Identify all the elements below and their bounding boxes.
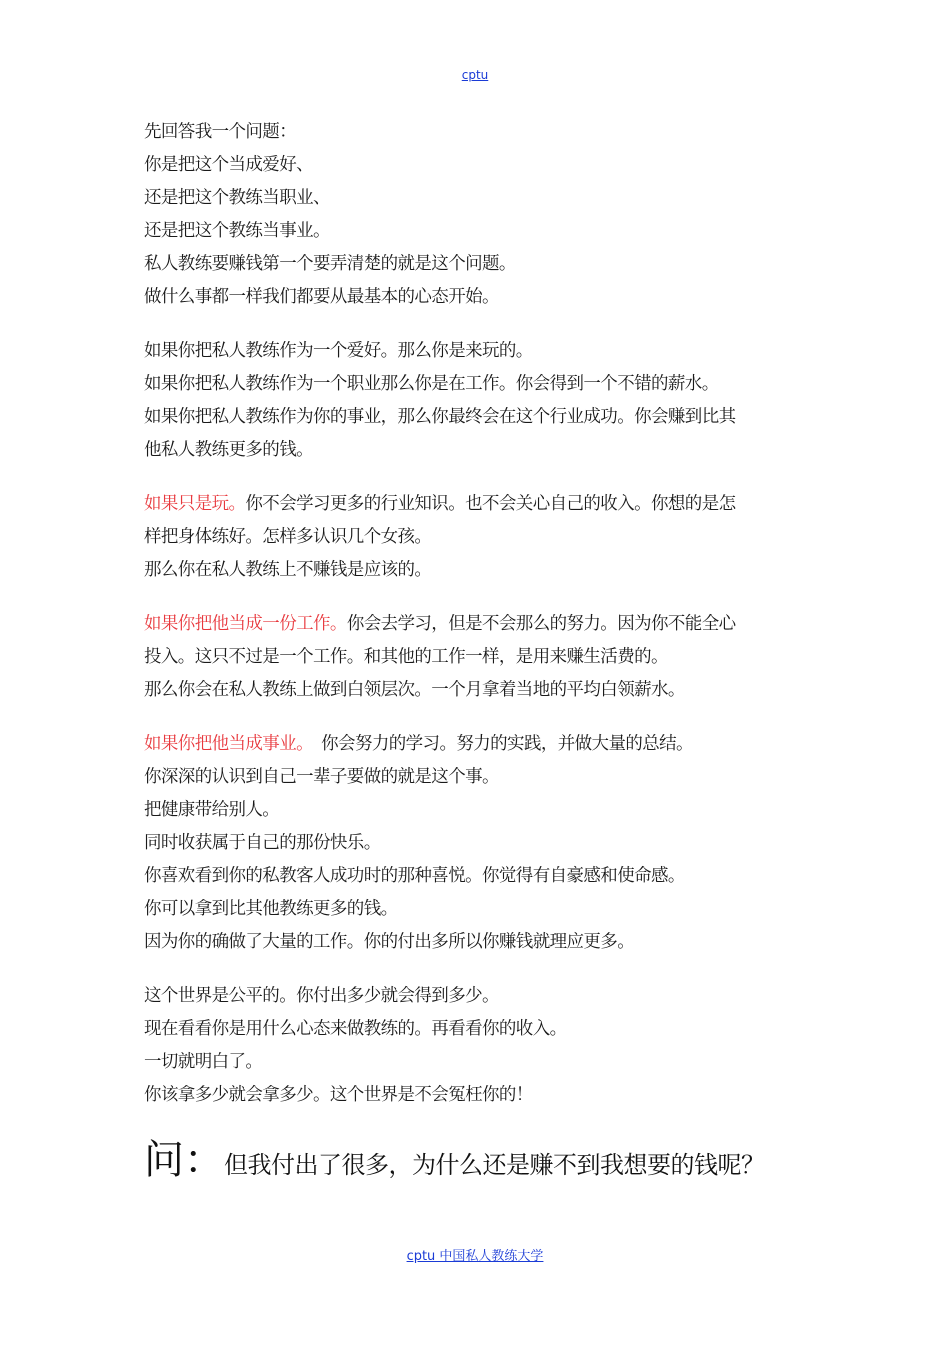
highlight-lead: 如果你把他当成事业。 (144, 734, 305, 754)
text-line: 样把身体练好。怎样多认识几个女孩。 (144, 527, 432, 547)
article-body (144, 116, 824, 1133)
paragraph-job (144, 608, 824, 707)
text-line: 私人教练要赚钱第一个要弄清楚的就是这个问题。 (144, 254, 516, 274)
text-line: 如果你把私人教练作为你的事业，那么你最终会在这个行业成功。你会赚到比其 (144, 407, 736, 427)
text-line: 你该拿多少就会拿多少。这个世界是不会冤枉你的！ (144, 1085, 533, 1105)
question-heading (144, 1128, 765, 1185)
text-line: 他私人教练更多的钱。 (144, 440, 313, 460)
paragraph-three-options (144, 335, 824, 467)
question-prefix: 问： (144, 1137, 224, 1183)
text-line: 那么你在私人教练上不赚钱是应该的。 (144, 560, 432, 580)
text-line (144, 488, 824, 521)
header-link[interactable]: cptu (461, 68, 489, 82)
text-line: 一切就明白了。 (144, 1052, 263, 1072)
text-line-rest: 你不会学习更多的行业知识。也不会关心自己的收入。你想的是怎 (245, 494, 736, 514)
text-line: 这个世界是公平的。你付出多少就会得到多少。 (144, 986, 499, 1006)
text-line-rest: 你会努力的学习。努力的实践，并做大量的总结。 (304, 734, 693, 754)
text-line: 如果你把私人教练作为一个爱好。那么你是来玩的。 (144, 341, 533, 361)
text-line: 因为你的确做了大量的工作。你的付出多所以你赚钱就理应更多。 (144, 932, 635, 952)
text-line: 先回答我一个问题： (144, 122, 297, 142)
text-line: 把健康带给别人。 (144, 800, 280, 820)
text-line: 你是把这个当成爱好、 (144, 155, 313, 175)
paragraph-career (144, 728, 824, 959)
footer-link[interactable]: cptu 中国私人教练大学 (406, 1249, 544, 1264)
text-line-rest: 你会去学习，但是不会那么的努力。因为你不能全心 (346, 614, 736, 634)
highlight-lead: 如果只是玩。 (144, 494, 246, 514)
text-line: 同时收获属于自己的那份快乐。 (144, 833, 381, 853)
paragraph-hobby (144, 488, 824, 587)
text-line: 那么你会在私人教练上做到白领层次。一个月拿着当地的平均白领薪水。 (144, 680, 685, 700)
paragraph-intro (144, 116, 824, 314)
text-line: 做什么事都一样我们都要从最基本的心态开始。 (144, 287, 499, 307)
text-line: 你深深的认识到自己一辈子要做的就是这个事。 (144, 767, 499, 787)
text-line: 你可以拿到比其他教练更多的钱。 (144, 899, 398, 919)
text-line: 你喜欢看到你的私教客人成功时的那种喜悦。你觉得有自豪感和使命感。 (144, 866, 685, 886)
text-line: 如果你把私人教练作为一个职业那么你是在工作。你会得到一个不错的薪水。 (144, 374, 719, 394)
highlight-lead: 如果你把他当成一份工作。 (144, 614, 347, 634)
text-line (144, 728, 824, 761)
text-line: 还是把这个教练当事业。 (144, 221, 330, 241)
text-line: 投入。这只不过是一个工作。和其他的工作一样，是用来赚生活费的。 (144, 647, 668, 667)
question-text: 但我付出了很多，为什么还是赚不到我想要的钱呢？ (224, 1151, 765, 1179)
text-line: 现在看看你是用什么心态来做教练的。再看看你的收入。 (144, 1019, 567, 1039)
text-line (144, 608, 824, 641)
text-line: 还是把这个教练当职业、 (144, 188, 330, 208)
paragraph-conclusion (144, 980, 824, 1112)
